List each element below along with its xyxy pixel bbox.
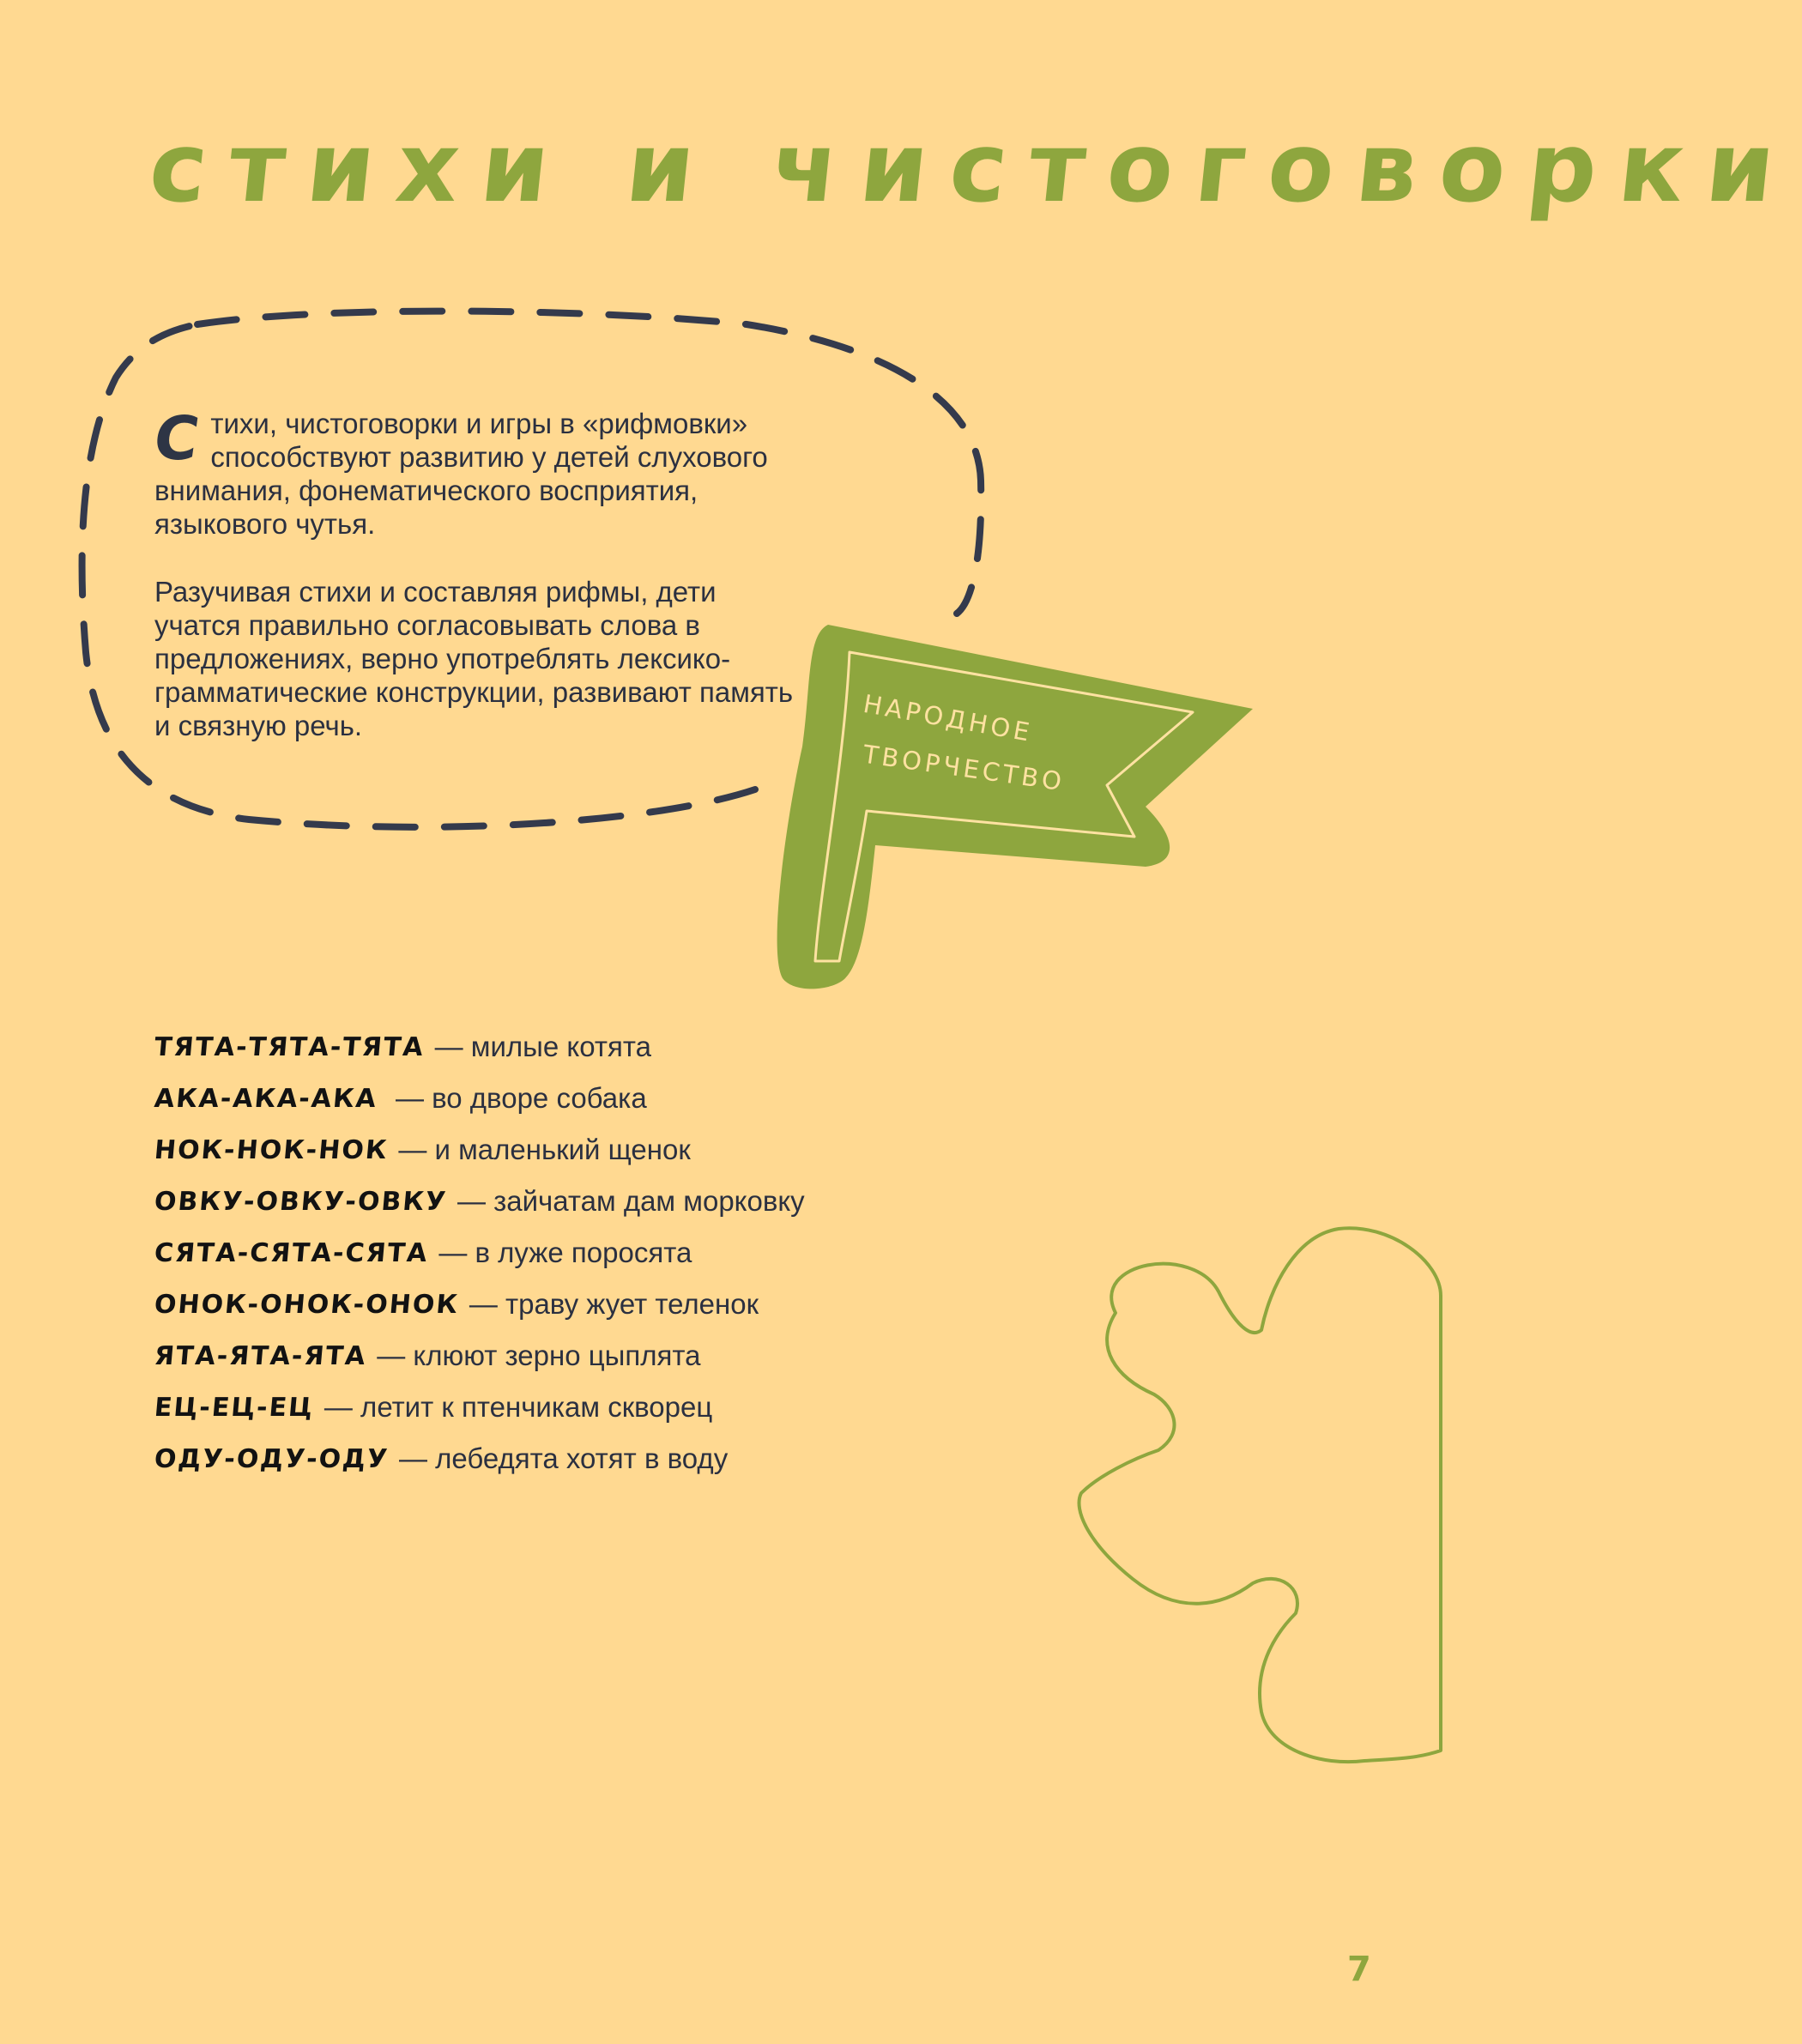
rhyme-text: — во дворе собака bbox=[387, 1082, 647, 1114]
rhyme-item bbox=[154, 1382, 1098, 1433]
intro-paragraph-2: Разучивая стихи и составляя рифмы, дети учатся правильно согласовывать слова в предложениях, верно употреблять лексико-грамматические конструкции, развивают память и связную речь. bbox=[154, 576, 794, 741]
page-title: стихи и чистоговорки bbox=[144, 112, 1802, 224]
rhyme-item bbox=[154, 1124, 1098, 1176]
rhyme-syllables: ЯТА-ЯТА-ЯТА bbox=[153, 1340, 368, 1371]
rhyme-text: — и маленький щенок bbox=[398, 1134, 691, 1165]
rhyme-item bbox=[154, 1279, 1098, 1330]
rhyme-syllables: ЕЦ-ЕЦ-ЕЦ bbox=[153, 1392, 316, 1423]
rhyme-syllables: СЯТА-СЯТА-СЯТА bbox=[153, 1237, 430, 1268]
flag-label-line2: ТВОРЧЕСТВО bbox=[861, 739, 1067, 797]
flag-label-line1: НАРОДНОЕ bbox=[861, 688, 1036, 748]
puzzle-icon bbox=[1079, 1228, 1442, 1762]
rhyme-text: — клюют зерно цыплята bbox=[377, 1339, 701, 1371]
page-number: 7 bbox=[1347, 1950, 1371, 1989]
rhyme-text: — лебедята хотят в воду bbox=[398, 1442, 729, 1474]
intro-paragraph-1-text: тихи, чистоговорки и игры в «рифмовки» способствуют развитию у детей слухового внимания, фонематического восприятия, языкового чутья. bbox=[154, 408, 768, 540]
rhyme-item bbox=[154, 1330, 1098, 1382]
intro-paragraph-1 bbox=[149, 403, 807, 541]
rhyme-item bbox=[154, 1073, 1098, 1124]
rhyme-syllables: ОНОК-ОНОК-ОНОК bbox=[153, 1289, 461, 1320]
rhyme-text: — траву жует теленок bbox=[469, 1288, 759, 1320]
rhyme-item bbox=[154, 1021, 1098, 1073]
rhyme-item bbox=[154, 1227, 1098, 1279]
rhyme-text: — зайчатам дам морковку bbox=[457, 1185, 805, 1217]
rhyme-text: — милые котята bbox=[434, 1031, 651, 1062]
dropcap: С bbox=[149, 403, 204, 474]
rhyme-item bbox=[154, 1176, 1098, 1227]
rhyme-item bbox=[154, 1433, 1098, 1485]
rhyme-syllables: ОВКУ-ОВКУ-ОВКУ bbox=[153, 1186, 449, 1217]
intro-text bbox=[149, 403, 807, 742]
flag-icon bbox=[777, 625, 1253, 989]
rhyme-text: — летит к птенчикам скворец bbox=[324, 1391, 713, 1423]
rhyme-text: — в луже поросята bbox=[438, 1237, 692, 1268]
rhyme-syllables: ОДУ-ОДУ-ОДУ bbox=[153, 1443, 390, 1474]
rhyme-syllables: АКА-АКА-АКА bbox=[153, 1083, 379, 1114]
rhyme-syllables: НОК-НОК-НОК bbox=[153, 1134, 390, 1165]
rhyme-syllables: ТЯТА-ТЯТА-ТЯТА bbox=[153, 1031, 426, 1062]
rhymes-list bbox=[154, 1021, 1098, 1485]
